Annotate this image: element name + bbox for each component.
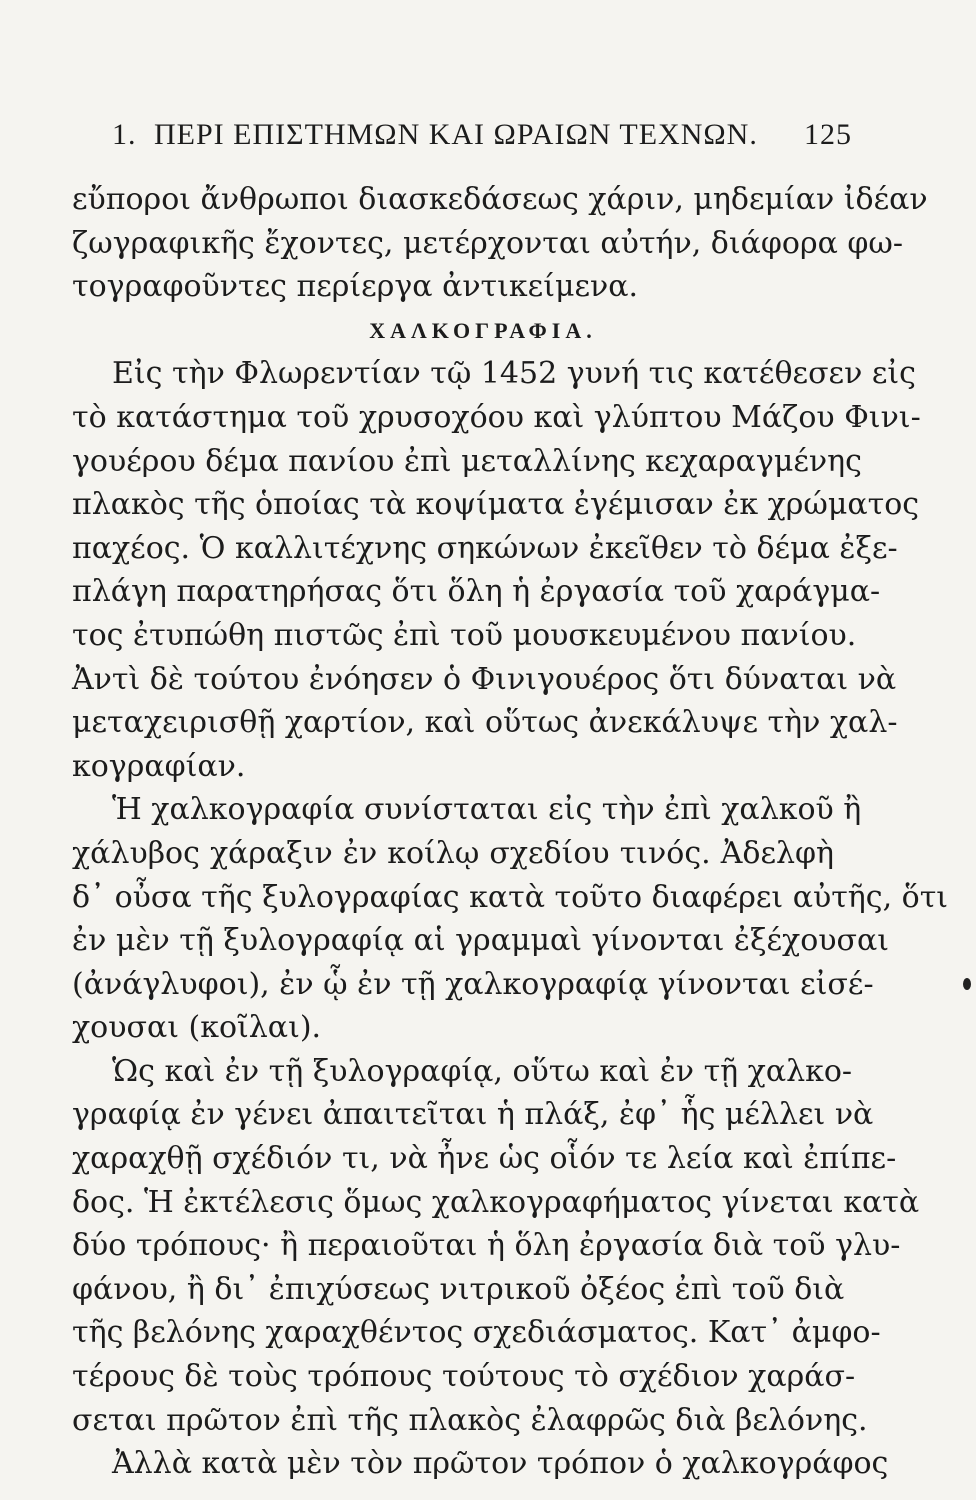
text-line: παχέος. Ὁ καλλιτέχνης σηκώνων ἐκεῖθεν τὸ δέμα ἐξε- <box>72 530 898 566</box>
text-line: τος ἐτυπώθη πιστῶς ἐπὶ τοῦ μουσκευμένου πανίου. <box>72 617 857 653</box>
text-line: πλακὸς τῆς ὁποίας τὰ κοψίματα ἐγέμισαν ἐκ χρώματος <box>72 487 920 523</box>
text-line: τογραφοῦντες περίεργα ἀντικείμενα. <box>72 269 639 305</box>
text-line: Ἡ χαλκογραφία συνίσταται εἰς τὴν ἐπὶ χαλκοῦ ἢ <box>112 792 862 828</box>
text-line: τὸ κατάστημα τοῦ χρυσοχόου καὶ γλύπτου Μάζου Φινι- <box>72 399 921 435</box>
chapter-number: 1. <box>112 118 137 151</box>
text-line: Εἰς τὴν Φλωρεντίαν τῷ 1452 γυνή τις κατέθεσεν εἰς <box>112 356 916 392</box>
text-line: μεταχειρισθῇ χαρτίον, καὶ οὕτως ἀνεκάλυψε τὴν χαλ- <box>72 705 898 741</box>
text-line: τέρους δὲ τοὺς τρόπους τούτους τὸ σχέδιον χαράσ- <box>72 1359 856 1395</box>
text-line: δ᾽ οὖσα τῆς ξυλογραφίας κατὰ τοῦτο διαφέρει αὐτῆς, ὅτι <box>72 879 949 915</box>
text-line: φάνου, ἢ δι᾽ ἐπιχύσεως νιτρικοῦ ὀξέος ἐπὶ τοῦ διὰ <box>72 1271 845 1307</box>
text-line: Ἀντὶ δὲ τούτου ἐνόησεν ὁ Φινιγουέρος ὅτι δύναται νὰ <box>72 661 897 697</box>
ink-spot <box>963 978 971 990</box>
section-heading: ΧΑΛΚΟΓΡΑΦΙΑ. <box>369 317 597 343</box>
text-line: χαραχθῇ σχέδιόν τι, νὰ ἦνε ὡς οἷόν τε λεία καὶ ἐπίπε- <box>72 1141 897 1177</box>
text-line: δος. Ἡ ἐκτέλεσις ὅμως χαλκογραφήματος γίνεται κατὰ <box>72 1184 920 1220</box>
text-line: γουέρου δέμα πανίου ἐπὶ μεταλλίνης κεχαραγμένης <box>72 443 862 479</box>
text-line: ζωγραφικῆς ἔχοντες, μετέρχονται αὐτήν, διάφορα φω- <box>72 225 903 261</box>
text-line: κογραφίαν. <box>72 748 246 784</box>
text-line: (ἀνάγλυφοι), ἐν ᾧ ἐν τῇ χαλκογραφίᾳ γίνονται εἰσέ- <box>72 966 874 1002</box>
text-line: εὔποροι ἄνθρωποι διασκεδάσεως χάριν, μηδεμίαν ἰδέαν <box>72 182 928 217</box>
text-line: γραφίᾳ ἐν γένει ἀπαιτεῖται ἡ πλάξ, ἐφ᾽ ἧς μέλλει νὰ <box>72 1097 874 1133</box>
text-line: ἐν μὲν τῇ ξυλογραφίᾳ αἱ γραμμαὶ γίνονται ἐξέχουσαι <box>72 923 890 959</box>
text-line: δύο τρόπους· ἢ περαιοῦται ἡ ὅλη ἐργασία διὰ τοῦ γλυ- <box>72 1228 901 1264</box>
text-line: πλάγη παρατηρήσας ὅτι ὅλη ἡ ἐργασία τοῦ χαράγμα- <box>72 574 881 610</box>
page-number: 125 <box>804 118 852 151</box>
text-line: Ὡς καὶ ἐν τῇ ξυλογραφίᾳ, οὕτω καὶ ἐν τῇ χαλκο- <box>112 1053 853 1089</box>
running-header <box>112 118 852 158</box>
running-title: ΠΕΡΙ ΕΠΙΣΤΗΜΩΝ ΚΑΙ ΩΡΑΙΩΝ ΤΕΧΝΩΝ. <box>154 118 758 151</box>
text-line: σεται πρῶτον ἐπὶ τῆς πλακὸς ἐλαφρῶς διὰ βελόνης. <box>72 1402 868 1438</box>
text-line: χουσαι (κοῖλαι). <box>72 1010 322 1046</box>
text-line: χάλυβος χάραξιν ἐν κοίλῳ σχεδίου τινός. Ἀδελφὴ <box>72 835 834 871</box>
text-line: τῆς βελόνης χαραχθέντος σχεδιάσματος. Κατ᾽ ἀμφο- <box>72 1315 881 1351</box>
body-text <box>72 178 949 1486</box>
text-line: Ἀλλὰ κατὰ μὲν τὸν πρῶτον τρόπον ὁ χαλκογράφος <box>112 1446 889 1482</box>
